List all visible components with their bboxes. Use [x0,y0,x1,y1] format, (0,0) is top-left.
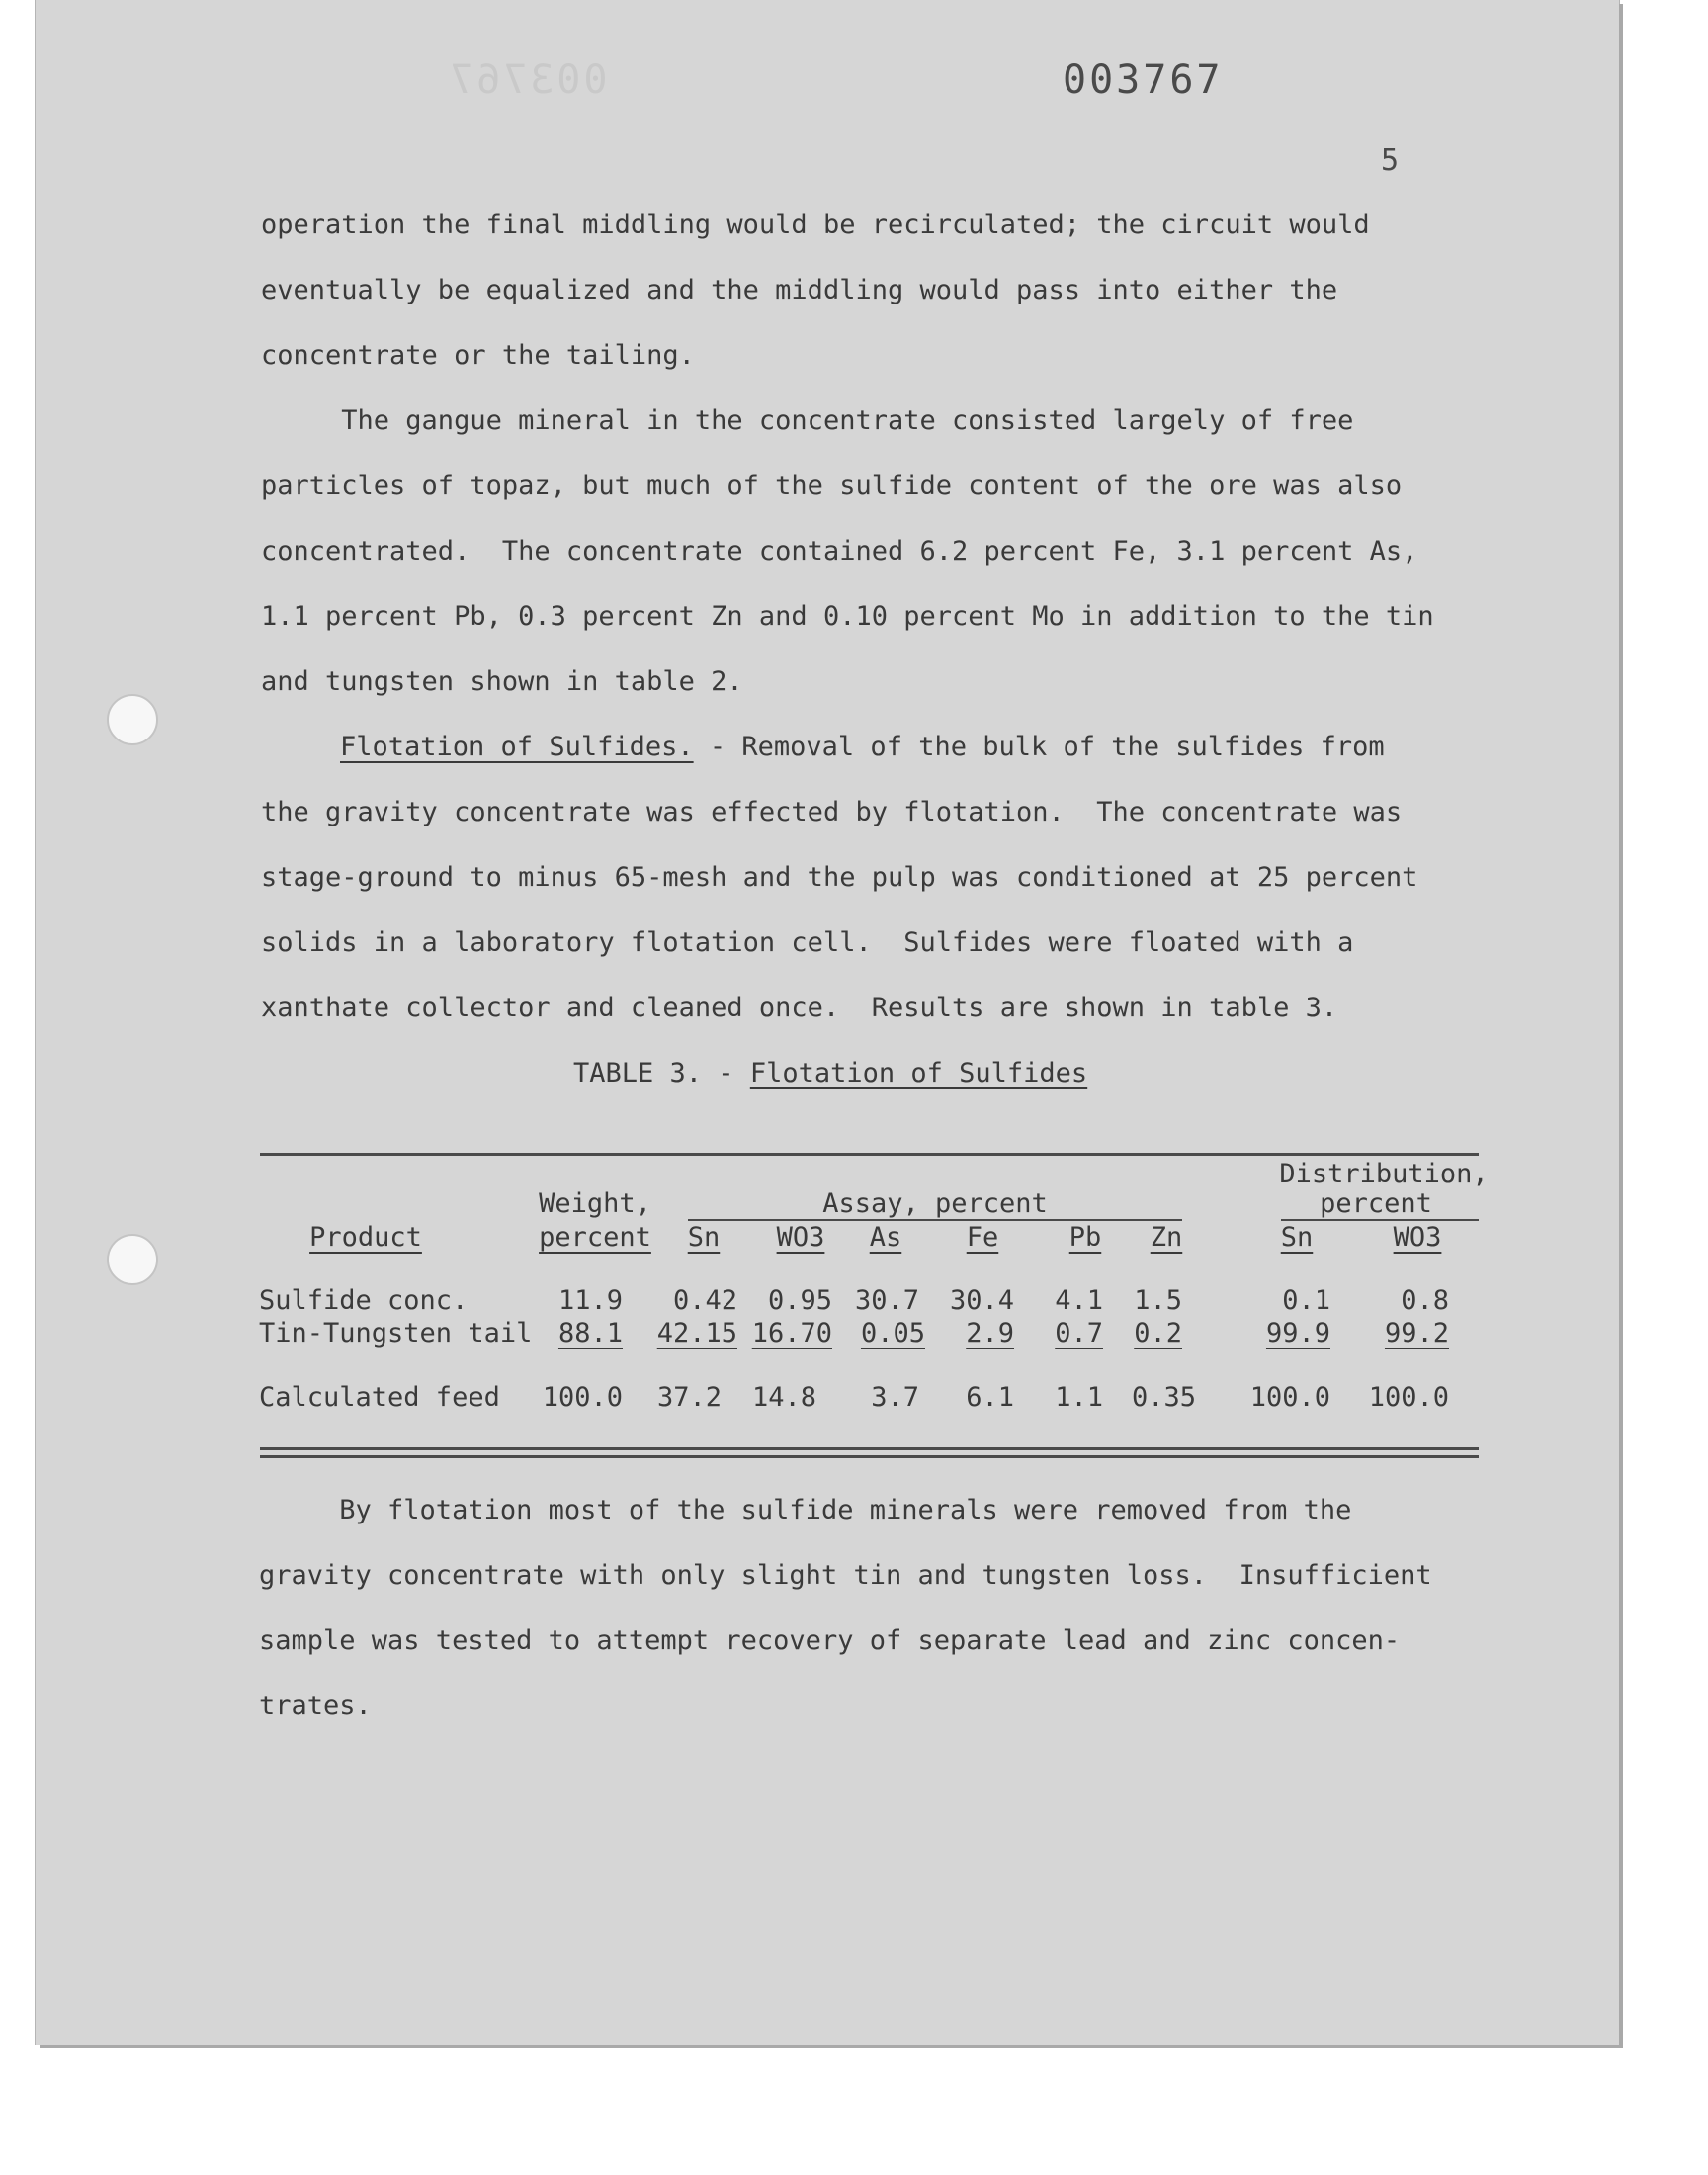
weight-cell: 100.0 [542,1382,623,1413]
weight-header-line2: percent [539,1222,651,1253]
section-heading: Flotation of Sulfides. [340,732,694,762]
assay-pb-cell: 0.7 [1055,1318,1103,1348]
body-text-line: concentrated. The concentrate contained 6.2 percent Fe, 3.1 percent As, [261,536,1418,566]
assay-sn-cell: 42.15 [656,1318,737,1348]
body-text-fragment: - Removal of the bulk of the sulfides from [693,732,1385,762]
assay-pb-cell: 4.1 [1055,1285,1103,1316]
weight-cell: 88.1 [557,1318,623,1348]
body-text-line: concentrate or the tailing. [261,340,695,371]
body-text-line: and tungsten shown in table 2. [261,666,743,697]
body-text-line: The gangue mineral in the concentrate consisted largely of free [261,405,1354,436]
body-text-line: sample was tested to attempt recovery of separate lead and zinc concen- [259,1625,1401,1656]
distribution-header-line2: percent [1320,1188,1432,1219]
bleed-through-number: 003767 [447,57,608,103]
table-top-rule [260,1153,1479,1156]
assay-zn-cell: 0.2 [1134,1318,1182,1348]
assay-col-header-wo3: WO3 [776,1222,825,1253]
product-cell: Sulfide conc. [259,1285,469,1316]
body-text-line: solids in a laboratory flotation cell. Sulfides were floated with a [261,927,1354,958]
assay-col-header-zn: Zn [1150,1222,1183,1253]
distribution-header-line1: Distribution, [1279,1159,1489,1189]
assay-as-cell: 3.7 [871,1382,919,1413]
body-text-line: trates. [259,1691,372,1721]
assay-as-cell: 30.7 [854,1285,919,1316]
body-text-line: eventually be equalized and the middling would pass into either the [261,275,1338,305]
distribution-wo3-cell: 99.2 [1384,1318,1449,1348]
table-caption-prefix: TABLE 3. - [573,1058,750,1088]
distribution-wo3-cell: 0.8 [1401,1285,1449,1316]
body-text-line: the gravity concentrate was effected by flotation. The concentrate was [261,797,1403,827]
distribution-sn-cell: 99.9 [1265,1318,1330,1348]
assay-col-header-sn: Sn [687,1222,721,1253]
weight-header-line1: Weight, [539,1188,651,1219]
weight-cell: 11.9 [557,1285,623,1316]
assay-wo3-cell: 0.95 [767,1285,832,1316]
assay-fe-cell: 6.1 [966,1382,1014,1413]
body-text-line: By flotation most of the sulfide minerals were removed from the [259,1495,1352,1525]
body-text-line: 1.1 percent Pb, 0.3 percent Zn and 0.10 percent Mo in addition to the tin [261,601,1434,632]
assay-zn-cell: 0.35 [1131,1382,1196,1413]
assay-sn-cell: 0.42 [672,1285,737,1316]
product-cell: Calculated feed [259,1382,500,1413]
distribution-sn-cell: 100.0 [1249,1382,1330,1413]
table-bottom-rule [260,1447,1479,1450]
body-text-line: xanthate collector and cleaned once. Results are shown in table 3. [261,993,1338,1023]
page-number: 5 [1381,143,1400,178]
assay-col-header-fe: Fe [966,1222,999,1253]
table-caption [573,1058,1087,1088]
binder-hole-top [107,694,158,745]
product-header: Product [309,1222,422,1253]
table-caption-title: Flotation of Sulfides [749,1058,1088,1088]
assay-wo3-cell: 14.8 [751,1382,816,1413]
distribution-col-header-wo3: WO3 [1393,1222,1442,1253]
body-text-line: operation the final middling would be recirculated; the circuit would [261,210,1370,240]
assay-as-cell: 0.05 [860,1318,925,1348]
table-bottom-rule-double [260,1455,1479,1458]
body-text-line: particles of topaz, but much of the sulfide content of the ore was also [261,471,1403,501]
document-number: 003767 [1063,57,1224,103]
distribution-sn-cell: 0.1 [1282,1285,1330,1316]
distribution-group-underline [1281,1219,1479,1221]
assay-wo3-cell: 16.70 [751,1318,832,1348]
body-text-line: stage-ground to minus 65-mesh and the pulp was conditioned at 25 percent [261,862,1418,893]
assay-fe-cell: 2.9 [966,1318,1014,1348]
product-cell: Tin-Tungsten tail [259,1318,533,1348]
distribution-wo3-cell: 100.0 [1368,1382,1449,1413]
assay-col-header-as: As [869,1222,902,1253]
body-text-line: gravity concentrate with only slight tin and tungsten loss. Insufficient [259,1560,1432,1591]
assay-zn-cell: 1.5 [1134,1285,1182,1316]
assay-sn-cell: 37.2 [656,1382,722,1413]
assay-group-underline [688,1219,1182,1221]
binder-hole-bottom [107,1234,158,1285]
assay-pb-cell: 1.1 [1055,1382,1103,1413]
assay-group-header: Assay, percent [822,1188,1048,1219]
distribution-col-header-sn: Sn [1280,1222,1314,1253]
assay-col-header-pb: Pb [1068,1222,1102,1253]
flotation-paragraph-first-line [340,732,1385,762]
assay-fe-cell: 30.4 [949,1285,1014,1316]
